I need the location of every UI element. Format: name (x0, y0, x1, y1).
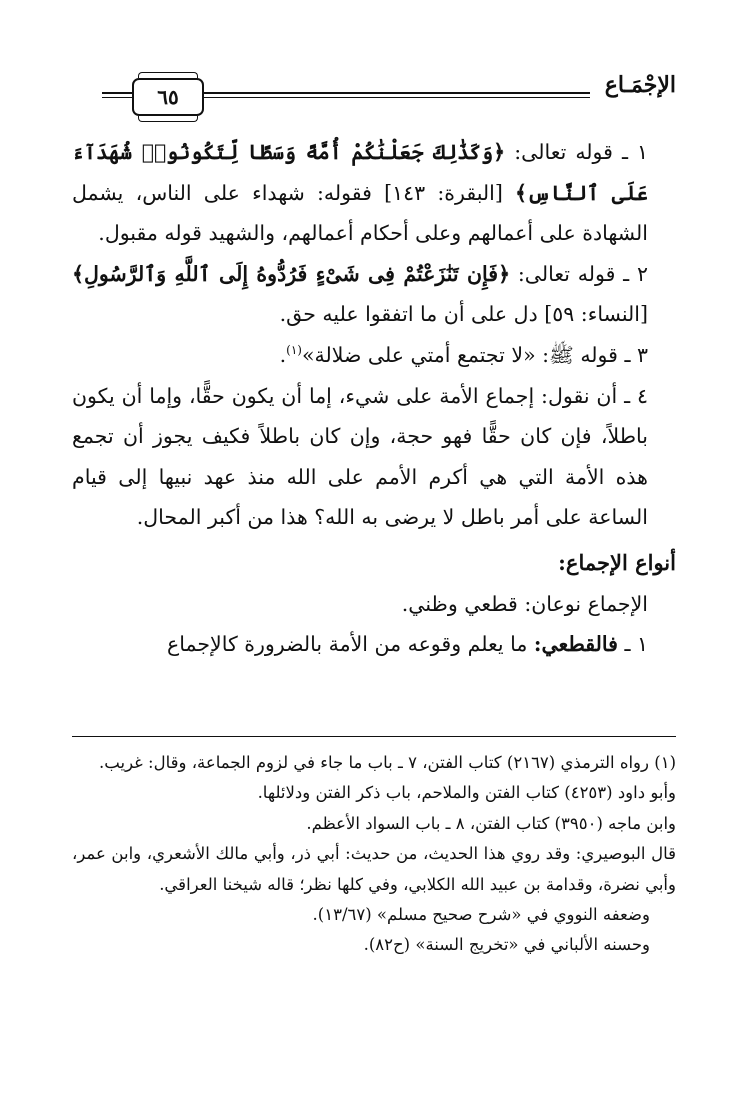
footnote-ibn-majah: وابن ماجه (٣٩٥٠) كتاب الفتن، ٨ ـ باب السواد الأعظم. (306, 813, 676, 833)
footnote-busiri: قال البوصيري: وقد روي هذا الحديث، من حديث: أبي ذر، وأبي مالك الأشعري، وابن عمر، وأبي نضرة، وقدامة بن عبيد الله الكلابي، وفي كلها نظر؛ قاله شيخنا العراقي. (72, 844, 676, 894)
running-header (102, 66, 676, 114)
chapter-title: الإجْمَـاع (604, 72, 676, 98)
p2-rest: [النساء: ٥٩] دل على أن ما اتفقوا عليه حق. (279, 302, 648, 327)
footnotes (72, 748, 676, 961)
p3-end: . (279, 342, 287, 367)
header-rule-left-thin (102, 97, 132, 98)
section-heading: أنواع الإجماع: (558, 549, 676, 575)
evidence-paragraph-3 (72, 335, 676, 376)
footnote-nawawi: وضعفه النووي في «شرح صحيح مسلم» (١٣/٦٧). (312, 905, 650, 925)
evidence-paragraph-1 (72, 132, 676, 254)
page-number: ٦٥ (157, 85, 179, 109)
footnote-separator (72, 736, 676, 737)
type1-term: فالقطعي: (533, 632, 618, 657)
header-rule (200, 92, 590, 94)
page-number-badge (132, 78, 204, 116)
footnote-abu-dawud: وأبو داود (٤٢٥٣) كتاب الفتن والملاحم، باب ذكر الفتن ودلائلها. (257, 783, 676, 803)
quran-verse-baqarah: ﴿وَكَذَٰلِكَ جَعَلْنَٰكُمْ أُمَّةً وَسَطًا لِّتَكُونُوا۟ شُهَدَآءَ عَلَى ٱلنَّاسِ﴾ (72, 140, 648, 205)
type1-text: ما يعلم وقوعه من الأمة بالضرورة كالإجماع (167, 632, 534, 657)
hadith-text: ٣ ـ قوله ﷺ: «لا تجتمع أمتي على ضلالة» (301, 342, 648, 367)
header-rule-thin (200, 97, 590, 98)
type1-num: ١ ـ (617, 632, 648, 657)
footnote-1: (١) رواه الترمذي (٢١٦٧) كتاب الفتن، ٧ ـ باب ما جاء في لزوم الجماعة، وقال: غريب. (99, 753, 676, 772)
p1-rest: [البقرة: ١٤٣] فقوله: شهداء على الناس، يشمل الشهادة على أعمالهم وعلى أحكام أعمالهم، والشهيد قوله مقبول. (72, 180, 648, 246)
evidence-paragraph-4: ٤ ـ أن نقول: إجماع الأمة على شيء، إما أن يكون حقًّا، وإما أن يكون باطلاً، فإن كان حقًّا فهو حجة، وإن كان باطلاً فكيف يجوز أن تجمع هذه الأمة التي هي أكرم الأمم على الله منذ عهد نبيها إلى قيام الساعة على أمر باطل لا يرضى به الله؟ هذا من أكبر المحال. (72, 383, 648, 530)
header-rule-left (102, 92, 132, 94)
footnote-ref[interactable]: (١) (286, 343, 302, 358)
quran-verse-nisa: ﴿فَإِن تَنَٰزَعْتُمْ فِى شَىْءٍ فَرُدُّوهُ إِلَى ٱللَّهِ وَٱلرَّسُولِ﴾ (72, 261, 511, 286)
p2-lead: ٢ ـ قوله تعالى: (510, 261, 648, 286)
footnote-albani: وحسنه الألباني في «تخريج السنة» (ح٨٢). (363, 935, 650, 955)
types-intro: الإجماع نوعان: قطعي وظني. (401, 591, 648, 616)
type-1-paragraph (72, 624, 676, 665)
p1-lead: ١ ـ قوله تعالى: (505, 140, 649, 164)
evidence-paragraph-2 (72, 254, 676, 335)
main-text (72, 132, 676, 665)
